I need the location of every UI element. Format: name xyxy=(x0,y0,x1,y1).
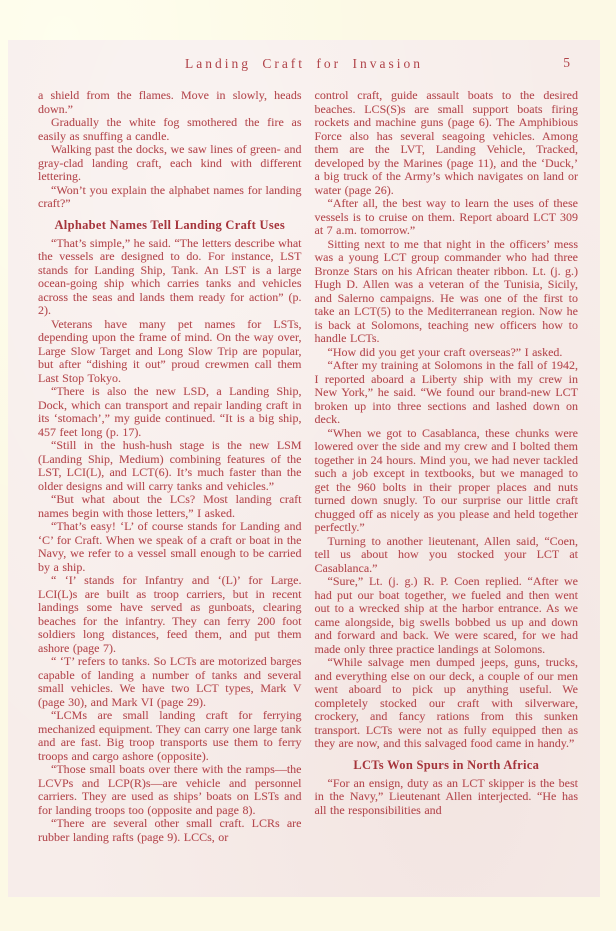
running-header xyxy=(36,55,572,75)
paragraph: Walking past the docks, we saw lines of green- and gray-clad landing craft, each kind with different lettering. xyxy=(38,142,302,183)
paragraph: “There are several other small craft. LCRs are rubber landing rafts (page 9). LCCs, or xyxy=(38,816,302,844)
paragraph: “Still in the hush-hush stage is the new LSM (Landing Ship, Medium) combining features of the LST, LCI(L), and LCT(6). It’s much faster than the older designs and will carry tanks and vehicles.” xyxy=(38,438,302,493)
paragraph: “There is also the new LSD, a Landing Ship, Dock, which can transport and repair landing craft in its ‘stomach’,” my guide continued. “It is a big ship, 457 feet long (p. 17). xyxy=(38,384,302,439)
paragraph: “But what about the LCs? Most landing craft names begin with those letters,” I asked. xyxy=(38,492,302,520)
paragraph: “That’s easy! ‘L’ of course stands for Landing and ‘C’ for Craft. When we speak of a craft or boat in the Navy, we refer to a vessel small enough to be carried by a ship. xyxy=(38,519,302,574)
paragraph: “That’s simple,” he said. “The letters describe what the vessels are designed to do. For instance, LST stands for Landing Ship, Tank. An LST is a large ocean-going ship which carries tanks and vehicles across the seas and lands them ready for action” (p. 2). xyxy=(38,235,302,317)
paragraph: “ ‘T’ refers to tanks. So LCTs are motorized barges capable of landing a number of tanks and several small vehicles. We have two LCT types, Mark V (page 30), and Mark VI (page 29). xyxy=(38,654,302,709)
text-columns xyxy=(8,75,600,844)
paragraph: Sitting next to me that night in the officers’ mess was a young LCT group commander who had three Bronze Stars on his African theater ribbon. Lt. (j. g.) Hugh D. Allen was a veteran of the Tunisia, Sicily, and Salerno campaigns. He was one of the first to take an LCT(5) to the Mediterranean region. Now he is back at Solomons, teaching new officers how to handle LCTs. xyxy=(314,236,578,345)
paragraph: “LCMs are small landing craft for ferrying mechanized equipment. They can carry one large tank and are fast. Big troop transports use them to ferry troops and cargo ashore (opposite). xyxy=(38,708,302,763)
paragraph: control craft, guide assault boats to the desired beaches. LCS(S)s are small support boats firing rockets and machine guns (page 6). The Amphibious Force also has several seagoing vehicles. Among them are the LVT, Landing Vehicle, Tracked, developed by the Marines (page 11), and the ‘Duck,’ a big truck of the Army’s which navigates on land or water (page 26). xyxy=(314,88,578,197)
paragraph: “When we got to Casablanca, these chunks were lowered over the side and my crew and I bolted them together in 24 hours. Mind you, we had never tackled such a job except in textbooks, but we managed to get the 960 bolts in their proper places and nuts turned down snugly. To our surprise our little craft chugged off as nicely as you please and held together perfectly.” xyxy=(314,425,578,534)
paragraph: “Won’t you explain the alphabet names for landing craft?” xyxy=(38,182,302,210)
paragraph: Gradually the white fog smothered the fire as easily as snuffing a candle. xyxy=(38,115,302,143)
paragraph: Veterans have many pet names for LSTs, depending upon the frame of mind. On the way over, Large Slow Target and Long Slow Trip are popular, but after “dishing it out” proud crewmen call them Last Stop Tokyo. xyxy=(38,316,302,385)
page-number: 5 xyxy=(563,55,570,70)
section-heading: Alphabet Names Tell Landing Craft Uses xyxy=(54,217,286,232)
paragraph: “For an ensign, duty as an LCT skipper is the best in the Navy,” Lieutenant Allen interjected. “He has all the responsibilities and xyxy=(314,775,578,817)
paragraph: a shield from the flames. Move in slowly, heads down.” xyxy=(38,88,302,116)
right-column xyxy=(315,89,579,844)
book-page xyxy=(8,40,600,897)
page-title: Landing Craft for Invasion xyxy=(184,56,424,71)
section-heading: LCTs Won Spurs in North Africa xyxy=(353,757,540,772)
left-column xyxy=(38,89,302,844)
paragraph: Turning to another lieutenant, Allen said, “Coen, tell us about how you stocked your LCT at Casablanca.” xyxy=(314,533,578,575)
paragraph: “While salvage men dumped jeeps, guns, trucks, and everything else on our deck, a couple of our men went aboard to pick up anything useful. We completely stocked our craft with silverware, crockery, and fancy rations from this sunken transport. LCTs were not as fully equipped then as they are now, and this salvaged food came in handy.” xyxy=(314,655,578,750)
paragraph: “Those small boats over there with the ramps—the LCVPs and LCP(R)s—are vehicle and personnel carriers. They are used as ships’ boats on LSTs and for landing troops too (opposite and page 8). xyxy=(38,762,302,817)
paragraph: “After all, the best way to learn the uses of these vessels is to cruise on them. Report aboard LCT 309 at 7 a.m. tomorrow.” xyxy=(314,196,578,237)
paragraph: “After my training at Solomons in the fall of 1942, I reported aboard a Liberty ship with my crew in New York,” he said. “We found our brand-new LCT broken up into three sections and lashed down on deck. xyxy=(314,358,578,426)
paragraph: “Sure,” Lt. (j. g.) R. P. Coen replied. “After we had put our boat together, we fueled and then went out to a wrecked ship at the harbor entrance. As we came alongside, big swells bobbed us up and down and forward and back. We were scared, for we had made only three practice landings at Solomons. xyxy=(314,574,578,656)
paragraph: “ ‘I’ stands for Infantry and ‘(L)’ for Large. LCI(L)s are built as troop carriers, but in recent landings some have served as gunboats, clearing beaches for the infantry. They can ferry 200 foot soldiers long distances, feed them, and put them ashore (page 7). xyxy=(38,573,302,655)
paragraph: “How did you get your craft overseas?” I asked. xyxy=(327,344,563,359)
